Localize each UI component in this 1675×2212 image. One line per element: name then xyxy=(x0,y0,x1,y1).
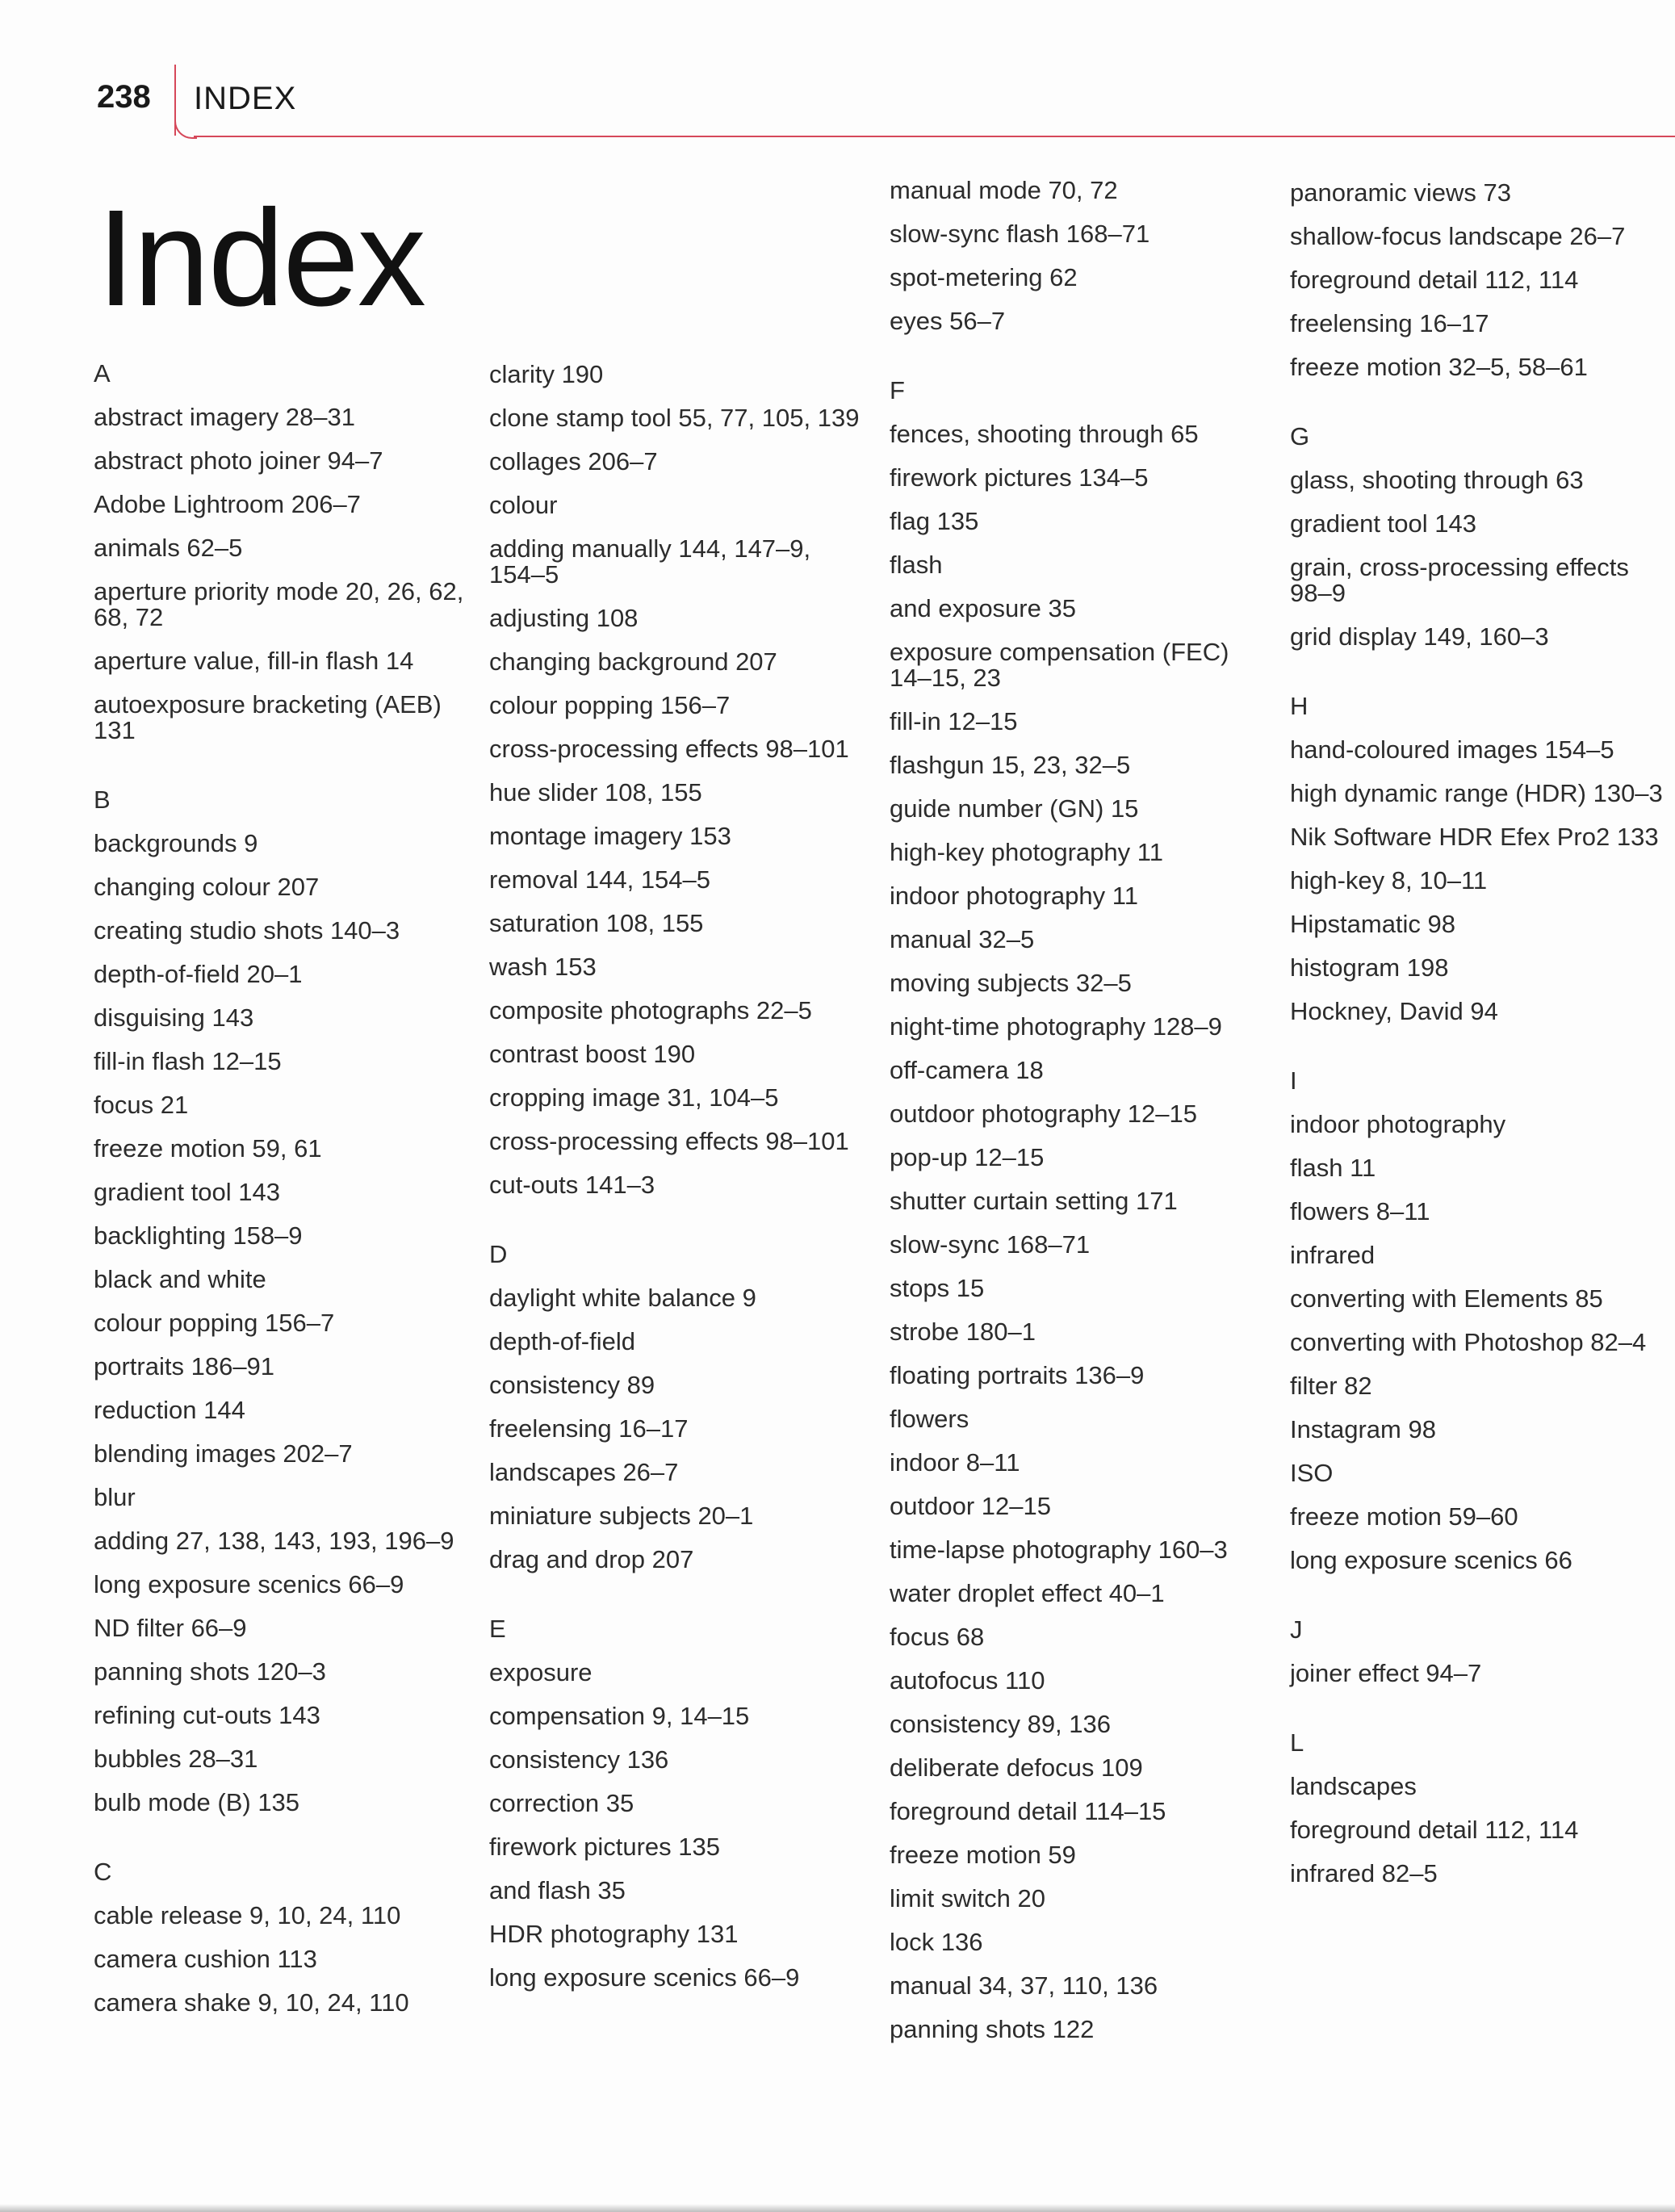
index-entry: backlighting 158–9 xyxy=(94,1221,303,1250)
index-entry: long exposure scenics 66 xyxy=(1290,1546,1572,1574)
index-entry: outdoor 12–15 xyxy=(890,1492,1051,1520)
index-entry: HDR photography 131 xyxy=(489,1920,739,1948)
index-entry: and flash 35 xyxy=(489,1876,626,1904)
index-entry: infrared xyxy=(1290,1241,1376,1269)
index-entry: compensation 9, 14–15 xyxy=(489,1702,750,1730)
index-entry: ISO xyxy=(1290,1459,1334,1487)
index-entry: converting with Photoshop 82–4 xyxy=(1290,1328,1647,1356)
index-entry: Hockney, David 94 xyxy=(1290,997,1498,1025)
index-entry: cross-processing effects 98–101 xyxy=(489,735,849,763)
index-entry: cropping image 31, 104–5 xyxy=(489,1083,779,1112)
index-entry: consistency 89, 136 xyxy=(890,1710,1112,1738)
index-entry: infrared 82–5 xyxy=(1290,1859,1438,1887)
index-entry: pop-up 12–15 xyxy=(890,1143,1045,1171)
index-entry: foreground detail 112, 114 xyxy=(1290,266,1579,294)
index-entry: focus 21 xyxy=(94,1091,189,1119)
page-title: Index xyxy=(97,182,425,335)
index-entry: night-time photography 128–9 xyxy=(890,1012,1222,1041)
index-entry: bubbles 28–31 xyxy=(94,1745,258,1773)
index-entry: colour popping 156–7 xyxy=(489,691,731,719)
index-entry: autoexposure bracketing (AEB) 131 xyxy=(94,690,442,744)
index-entry: cross-processing effects 98–101 xyxy=(489,1127,849,1155)
index-entry: miniature subjects 20–1 xyxy=(489,1502,754,1530)
index-entry: saturation 108, 155 xyxy=(489,909,704,937)
index-entry: off-camera 18 xyxy=(890,1056,1044,1084)
index-entry: blur xyxy=(94,1483,136,1511)
index-entry: cut-outs 141–3 xyxy=(489,1171,655,1199)
index-entry: firework pictures 135 xyxy=(489,1833,721,1861)
index-section-letter: H xyxy=(1290,692,1309,720)
index-entry: camera cushion 113 xyxy=(94,1945,317,1973)
index-entry: wash 153 xyxy=(489,953,597,981)
page-edge-shadow xyxy=(0,2204,1675,2212)
index-entry: shallow-focus landscape 26–7 xyxy=(1290,222,1626,250)
index-column-1 xyxy=(94,361,473,2034)
index-column-2 xyxy=(489,362,869,2009)
index-entry: focus 68 xyxy=(890,1623,985,1651)
index-entry: collages 206–7 xyxy=(489,447,658,475)
index-entry: long exposure scenics 66–9 xyxy=(489,1963,800,1992)
page-number: 238 xyxy=(97,79,151,115)
index-column-3 xyxy=(890,178,1269,2060)
index-entry: long exposure scenics 66–9 xyxy=(94,1570,404,1598)
index-entry: aperture priority mode 20, 26, 62, 68, 72 xyxy=(94,577,464,631)
index-entry: contrast boost 190 xyxy=(489,1040,696,1068)
index-entry: histogram 198 xyxy=(1290,953,1449,982)
index-entry: fences, shooting through 65 xyxy=(890,420,1199,448)
running-head: INDEX xyxy=(194,81,297,116)
index-entry: montage imagery 153 xyxy=(489,822,731,850)
index-entry: freelensing 16–17 xyxy=(489,1414,689,1443)
index-entry: flash 11 xyxy=(1290,1154,1376,1182)
index-entry: indoor photography xyxy=(1290,1110,1506,1138)
index-entry: consistency 136 xyxy=(489,1745,669,1774)
index-section-letter: A xyxy=(94,359,111,388)
index-entry: cable release 9, 10, 24, 110 xyxy=(94,1901,401,1929)
index-entry: exposure compensation (FEC) 14–15, 23 xyxy=(890,638,1229,692)
index-entry: refining cut-outs 143 xyxy=(94,1701,320,1729)
index-entry: colour xyxy=(489,491,558,519)
index-entry: blending images 202–7 xyxy=(94,1439,353,1468)
index-entry: portraits 186–91 xyxy=(94,1352,275,1380)
index-entry: shutter curtain setting 171 xyxy=(890,1187,1178,1215)
index-entry: manual mode 70, 72 xyxy=(890,176,1118,204)
index-entry: high dynamic range (HDR) 130–3 xyxy=(1290,779,1663,807)
index-entry: Adobe Lightroom 206–7 xyxy=(94,490,361,518)
index-entry: high-key 8, 10–11 xyxy=(1290,866,1488,894)
index-entry: hue slider 108, 155 xyxy=(489,778,702,806)
index-entry: reduction 144 xyxy=(94,1396,245,1424)
index-entry: Instagram 98 xyxy=(1290,1415,1436,1443)
index-entry: foreground detail 114–15 xyxy=(890,1797,1166,1825)
index-entry: flag 135 xyxy=(890,507,979,535)
index-entry: water droplet effect 40–1 xyxy=(890,1579,1165,1607)
index-entry: Nik Software HDR Efex Pro2 133 xyxy=(1290,823,1659,851)
index-entry: landscapes 26–7 xyxy=(489,1458,679,1486)
index-entry: panoramic views 73 xyxy=(1290,178,1511,207)
index-entry: guide number (GN) 15 xyxy=(890,794,1139,823)
index-entry: glass, shooting through 63 xyxy=(1290,466,1584,494)
index-entry: spot-metering 62 xyxy=(890,263,1078,291)
index-entry: daylight white balance 9 xyxy=(489,1284,756,1312)
index-section-letter: F xyxy=(890,376,905,404)
index-entry: strobe 180–1 xyxy=(890,1318,1036,1346)
index-entry: freeze motion 32–5, 58–61 xyxy=(1290,353,1588,381)
index-entry: aperture value, fill-in flash 14 xyxy=(94,647,414,675)
index-entry: changing background 207 xyxy=(489,647,777,676)
index-column-4 xyxy=(1290,180,1669,1904)
index-entry: depth-of-field xyxy=(489,1327,635,1355)
index-entry: floating portraits 136–9 xyxy=(890,1361,1145,1389)
index-entry: disguising 143 xyxy=(94,1003,254,1032)
index-entry: adjusting 108 xyxy=(489,604,639,632)
index-entry: deliberate defocus 109 xyxy=(890,1753,1143,1782)
index-entry: outdoor photography 12–15 xyxy=(890,1100,1197,1128)
index-entry: gradient tool 143 xyxy=(1290,509,1476,538)
index-entry: manual 32–5 xyxy=(890,925,1035,953)
index-entry: adding 27, 138, 143, 193, 196–9 xyxy=(94,1527,454,1555)
index-entry: joiner effect 94–7 xyxy=(1290,1659,1482,1687)
index-entry: freeze motion 59, 61 xyxy=(94,1134,322,1163)
index-section-letter: J xyxy=(1290,1615,1303,1644)
index-entry: hand-coloured images 154–5 xyxy=(1290,735,1614,764)
index-entry: drag and drop 207 xyxy=(489,1545,694,1573)
index-entry: limit switch 20 xyxy=(890,1884,1045,1912)
index-entry: changing colour 207 xyxy=(94,873,320,901)
index-entry: flashgun 15, 23, 32–5 xyxy=(890,751,1131,779)
index-entry: freeze motion 59–60 xyxy=(1290,1502,1518,1531)
index-entry: exposure xyxy=(489,1658,593,1686)
index-entry: autofocus 110 xyxy=(890,1666,1045,1695)
index-entry: gradient tool 143 xyxy=(94,1178,280,1206)
index-entry: depth-of-field 20–1 xyxy=(94,960,303,988)
index-entry: high-key photography 11 xyxy=(890,838,1163,866)
index-entry: fill-in 12–15 xyxy=(890,707,1018,735)
index-entry: manual 34, 37, 110, 136 xyxy=(890,1971,1158,2000)
index-section-letter: L xyxy=(1290,1728,1304,1757)
index-section-letter: E xyxy=(489,1615,506,1643)
index-entry: clone stamp tool 55, 77, 105, 139 xyxy=(489,404,860,432)
index-entry: panning shots 122 xyxy=(890,2015,1095,2043)
index-section-letter: G xyxy=(1290,422,1310,450)
index-entry: firework pictures 134–5 xyxy=(890,463,1149,492)
index-section-letter: B xyxy=(94,786,111,814)
index-entry: eyes 56–7 xyxy=(890,307,1006,335)
index-entry: black and white xyxy=(94,1265,266,1293)
header-rule xyxy=(194,136,1675,137)
index-entry: grain, cross-processing effects 98–9 xyxy=(1290,553,1629,607)
index-entry: foreground detail 112, 114 xyxy=(1290,1816,1579,1844)
index-entry: slow-sync flash 168–71 xyxy=(890,220,1150,248)
index-entry: colour popping 156–7 xyxy=(94,1309,335,1337)
index-entry: correction 35 xyxy=(489,1789,634,1817)
index-section-letter: C xyxy=(94,1858,112,1886)
index-entry: time-lapse photography 160–3 xyxy=(890,1535,1228,1564)
index-entry: flowers xyxy=(890,1405,969,1433)
index-entry: flash xyxy=(890,551,943,579)
index-entry: indoor photography 11 xyxy=(890,882,1138,910)
index-entry: and exposure 35 xyxy=(890,594,1076,622)
index-entry: filter 82 xyxy=(1290,1372,1372,1400)
index-entry: ND filter 66–9 xyxy=(94,1614,247,1642)
index-entry: landscapes xyxy=(1290,1772,1417,1800)
index-entry: fill-in flash 12–15 xyxy=(94,1047,282,1075)
index-entry: backgrounds 9 xyxy=(94,829,258,857)
index-entry: slow-sync 168–71 xyxy=(890,1230,1091,1259)
index-entry: flowers 8–11 xyxy=(1290,1197,1430,1225)
index-entry: lock 136 xyxy=(890,1928,983,1956)
index-entry: Hipstamatic 98 xyxy=(1290,910,1456,938)
index-entry: abstract photo joiner 94–7 xyxy=(94,446,383,475)
index-entry: indoor 8–11 xyxy=(890,1448,1020,1477)
index-entry: moving subjects 32–5 xyxy=(890,969,1132,997)
index-entry: animals 62–5 xyxy=(94,534,243,562)
index-entry: composite photographs 22–5 xyxy=(489,996,812,1024)
index-section-letter: I xyxy=(1290,1066,1297,1095)
index-entry: removal 144, 154–5 xyxy=(489,865,711,894)
index-entry: clarity 190 xyxy=(489,360,604,388)
index-entry: grid display 149, 160–3 xyxy=(1290,622,1549,651)
index-entry: adding manually 144, 147–9, 154–5 xyxy=(489,534,811,589)
index-entry: freeze motion 59 xyxy=(890,1841,1076,1869)
index-entry: bulb mode (B) 135 xyxy=(94,1788,300,1816)
index-entry: freelensing 16–17 xyxy=(1290,309,1489,337)
index-entry: panning shots 120–3 xyxy=(94,1657,326,1686)
index-entry: abstract imagery 28–31 xyxy=(94,403,355,431)
index-entry: consistency 89 xyxy=(489,1371,655,1399)
index-entry: creating studio shots 140–3 xyxy=(94,916,400,945)
index-entry: camera shake 9, 10, 24, 110 xyxy=(94,1988,409,2017)
index-entry: stops 15 xyxy=(890,1274,985,1302)
index-section-letter: D xyxy=(489,1240,508,1268)
index-entry: converting with Elements 85 xyxy=(1290,1284,1603,1313)
